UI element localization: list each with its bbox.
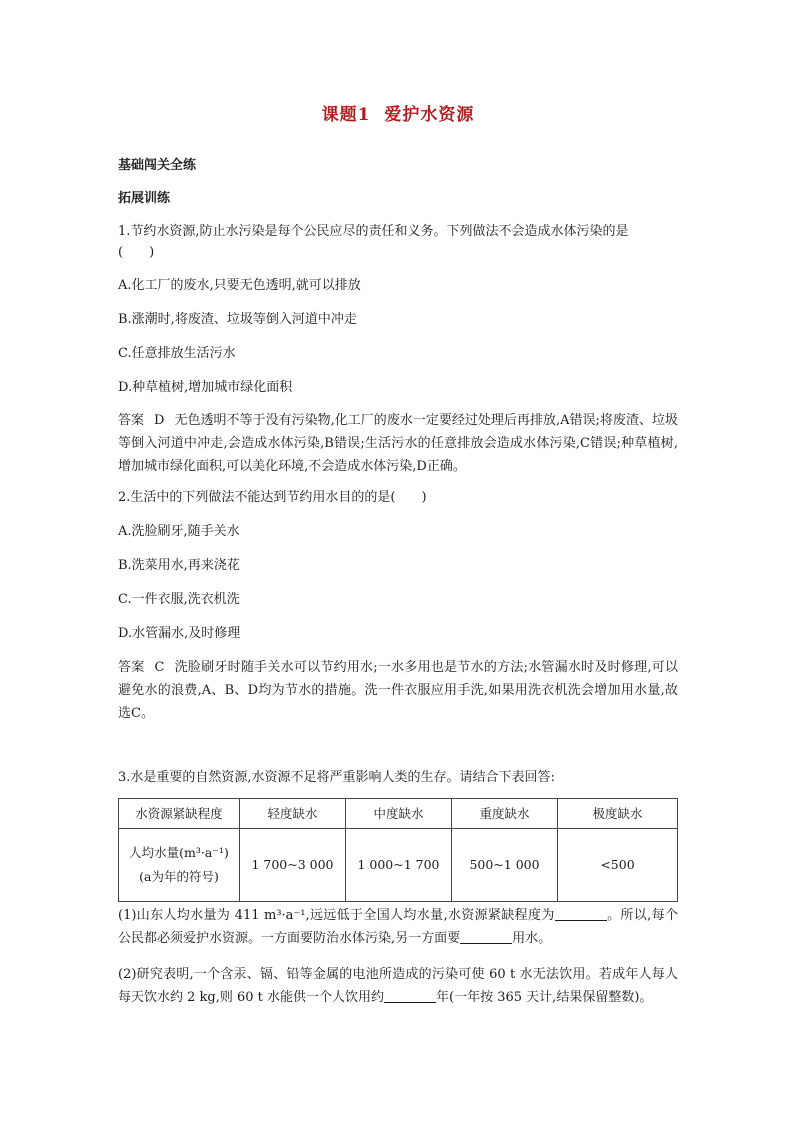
q3-sub1-text: (1)山东人均水量为 411 m³·a⁻¹,远远低于全国人均水量,水资源紧缺程度为 bbox=[118, 908, 555, 923]
q1-stem-line2: ( ) bbox=[118, 245, 155, 260]
lesson-number: 课题1 bbox=[321, 105, 371, 125]
q2-answer bbox=[118, 656, 678, 725]
q2-option-c: C.一件衣服,洗衣机洗 bbox=[118, 592, 240, 607]
q3-sub1-text: 。所以, bbox=[606, 908, 652, 923]
answer-blank[interactable] bbox=[555, 906, 607, 921]
answer-key: D bbox=[154, 413, 165, 428]
q3-sub2-text: 年(一年按 365 天计,结果保留整数)。 bbox=[436, 990, 653, 1005]
q1-option-a: A.化工厂的废水,只要无色透明,就可以排放 bbox=[118, 278, 361, 293]
answer-explanation: 洗脸刷牙时随手关水可以节约用水;一水多用也是节水的方法;水管漏水时及时修理,可以避免水的浪费,A、B、D均为节水的措施。洗一件衣服应用手洗,如果用洗衣机洗会增加用水量,故选C。 bbox=[118, 660, 678, 721]
table-header-row bbox=[119, 799, 678, 829]
table-header: 轻度缺水 bbox=[240, 799, 346, 829]
q3-sub1-text: 每个公民都必须爱护水资源。一方面要防治水体污染,另一方面要 bbox=[118, 908, 678, 946]
table-row-label bbox=[119, 829, 240, 902]
table-header: 重度缺水 bbox=[452, 799, 558, 829]
q2-option-b: B.洗菜用水,再来浇花 bbox=[118, 558, 240, 573]
q3-sub2 bbox=[118, 963, 678, 1009]
q1-option-c: C.任意排放生活污水 bbox=[118, 346, 236, 361]
q3-sub1 bbox=[118, 904, 678, 950]
table-header: 中度缺水 bbox=[346, 799, 452, 829]
table-cell: 500~1 000 bbox=[452, 829, 558, 902]
row-label-line2: (a为年的符号) bbox=[139, 869, 219, 884]
answer-blank[interactable] bbox=[384, 988, 436, 1003]
lesson-title: 爱护水资源 bbox=[384, 105, 475, 125]
q1-stem-line1: 1.节约水资源,防止水污染是每个公民应尽的责任和义务。下列做法不会造成水体污染的是 bbox=[118, 224, 629, 239]
q3-sub1-text: 用水。 bbox=[512, 931, 552, 946]
q2-option-d: D.水管漏水,及时修理 bbox=[118, 626, 241, 641]
q1-option-b: B.涨潮时,将废渣、垃圾等倒入河道中冲走 bbox=[118, 312, 357, 327]
answer-label: 答案 bbox=[118, 413, 145, 428]
table-cell: <500 bbox=[558, 829, 678, 902]
water-scarcity-table bbox=[118, 798, 678, 902]
q3-sub2-text: (2)研究表明,一个含汞、镉、铅等金属的电池所造成的污染可使 60 t 水无法饮用。若成年人每人每天饮水约 2 kg,则 60 t 水能供一个人饮用约 bbox=[118, 967, 678, 1005]
answer-blank[interactable] bbox=[460, 929, 512, 944]
table-row bbox=[119, 829, 678, 902]
row-label-line1: 人均水量(m³·a⁻¹) bbox=[129, 845, 229, 860]
table-cell: 1 000~1 700 bbox=[346, 829, 452, 902]
q3-stem: 3.水是重要的自然资源,水资源不足将严重影响人类的生存。请结合下表回答: bbox=[118, 770, 555, 785]
q2-option-a: A.洗脸刷牙,随手关水 bbox=[118, 524, 240, 539]
table-header: 水资源紧缺程度 bbox=[119, 799, 240, 829]
q1-answer bbox=[118, 409, 678, 478]
table-header: 极度缺水 bbox=[558, 799, 678, 829]
answer-key: C bbox=[154, 660, 165, 675]
section-heading-basic: 基础闯关全练 bbox=[118, 158, 197, 173]
section-heading-extend: 拓展训练 bbox=[118, 191, 171, 206]
table-cell: 1 700~3 000 bbox=[240, 829, 346, 902]
q2-stem: 2.生活中的下列做法不能达到节约用水目的的是( ) bbox=[118, 490, 427, 505]
answer-label: 答案 bbox=[118, 660, 145, 675]
page-title bbox=[118, 104, 678, 127]
answer-explanation: 无色透明不等于没有污染物,化工厂的废水一定要经过处理后再排放,A错误;将废渣、垃圾等倒入河道中冲走,会造成水体污染,B错误;生活污水的任意排放会造成水体污染,C错误;种草植树,增加城市绿化面积,可以美化环境,不会造成水体污染,D正确。 bbox=[118, 413, 678, 474]
q1-option-d: D.种草植树,增加城市绿化面积 bbox=[118, 380, 293, 395]
